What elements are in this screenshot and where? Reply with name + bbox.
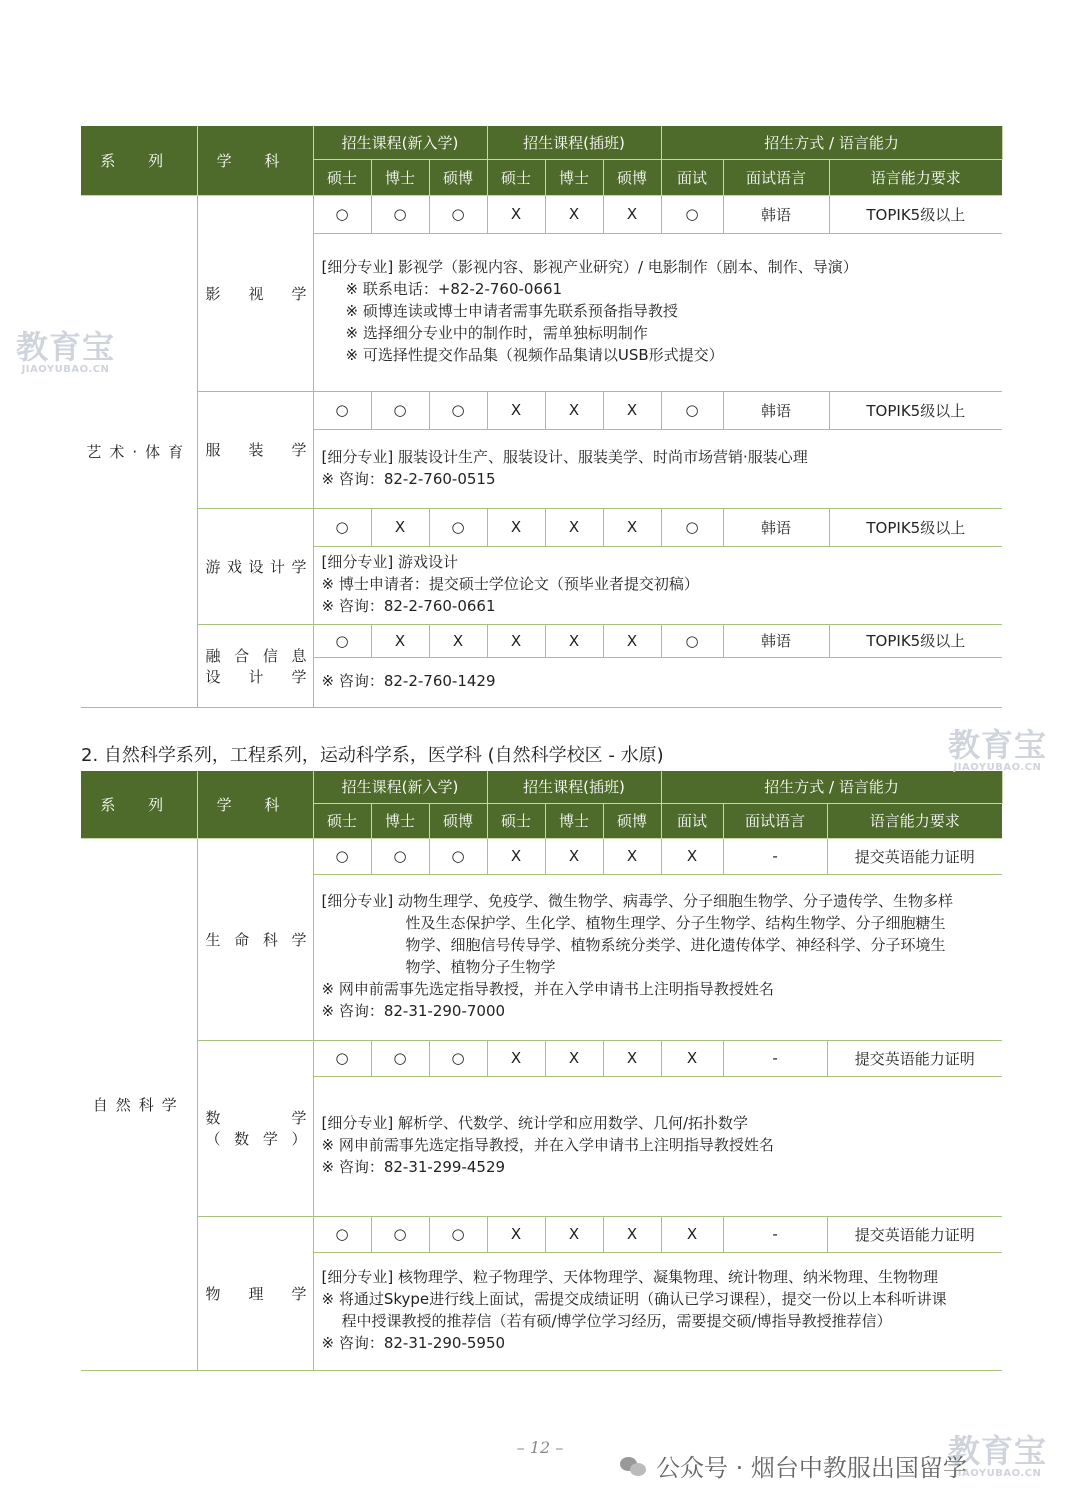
mark-cell: X: [487, 195, 545, 233]
header-col: 硕士: [487, 803, 545, 838]
mark-cell: X: [371, 624, 429, 657]
mark-cell: X: [487, 624, 545, 657]
subject-text: （ 数 学 ）: [205, 1130, 307, 1148]
detail-line: ※ 选择细分专业中的制作时，需单独标明制作: [345, 324, 648, 342]
header-group-transfer: 招生课程(插班): [487, 126, 661, 159]
table-row: [81, 195, 1002, 233]
detail-line: ※ 联系电话：+82-2-760-0661: [345, 280, 563, 298]
detail-line: [细分专业] 动物生理学、免疫学、微生物学、病毒学、分子细胞生物学、分子遗传学、生物多样: [321, 892, 953, 910]
watermark-logo: 教育宝 JIAOYUBAO.CN: [948, 1432, 1048, 1479]
header-col: 博士: [545, 159, 603, 195]
detail-cell: [313, 429, 1002, 508]
detail-line: ※ 咨询：82-2-760-1429: [321, 672, 496, 690]
detail-line: [细分专业] 解析学、代数学、统计学和应用数学、几何/拓扑数学: [321, 1114, 749, 1132]
subject-text: 融 合 信 息: [205, 646, 307, 665]
mark-cell: X: [545, 838, 603, 874]
detail-line: ※ 咨询：82-31-299-4529: [321, 1158, 506, 1176]
header-col: 硕博: [603, 803, 661, 838]
mark-cell: ○: [313, 391, 371, 429]
mark-cell: X: [429, 624, 487, 657]
mark-cell: ○: [429, 1040, 487, 1076]
table-row: [81, 508, 1002, 546]
header-col: 面试语言: [723, 159, 829, 195]
subject-label: [197, 838, 313, 1040]
mark-cell: ○: [661, 508, 723, 546]
detail-line: [细分专业] 影视学（影视内容、影视产业研究）/ 电影制作（剧本、制作、导演）: [321, 258, 858, 276]
mark-cell: X: [545, 195, 603, 233]
mark-cell: X: [603, 508, 661, 546]
mark-cell: X: [603, 838, 661, 874]
detail-line: ※ 可选择性提交作品集（视频作品集请以USB形式提交）: [345, 346, 724, 364]
header-col: 硕士: [487, 159, 545, 195]
mark-cell: ○: [371, 1216, 429, 1252]
mark-cell: ○: [371, 391, 429, 429]
mark-cell: ○: [313, 1216, 371, 1252]
header-col: 博士: [371, 803, 429, 838]
mark-cell: -: [723, 1040, 827, 1076]
wechat-icon: [620, 1455, 648, 1477]
subject-text: 物 理 学: [205, 1284, 307, 1303]
mark-cell: ○: [313, 508, 371, 546]
footer-text: 公众号 · 烟台中教服出国留学: [656, 1454, 967, 1482]
footer-account: [620, 1448, 967, 1483]
header-group-transfer: 招生课程(插班): [487, 771, 661, 803]
header-col: 面试: [661, 803, 723, 838]
subject-text: 数 学: [205, 1109, 307, 1127]
mark-cell: X: [371, 508, 429, 546]
mark-cell: -: [723, 838, 827, 874]
watermark-logo: 教育宝 JIAOYUBAO.CN: [948, 726, 1048, 773]
detail-cell: [313, 233, 1002, 391]
detail-cell: [313, 1076, 1002, 1216]
mark-cell: 提交英语能力证明: [827, 838, 1002, 874]
detail-line: ※ 咨询：82-2-760-0515: [321, 469, 496, 488]
mark-cell: X: [487, 391, 545, 429]
subject-text: 影 视 学: [205, 284, 307, 303]
detail-line: 性及生态保护学、生化学、植物生理学、分子生物学、结构生物学、分子细胞糖生: [405, 914, 946, 932]
mark-cell: ○: [313, 624, 371, 657]
mark-cell: X: [545, 1216, 603, 1252]
mark-cell: ○: [429, 838, 487, 874]
header-series: 系 列: [81, 771, 197, 838]
mark-cell: TOPIK5级以上: [829, 624, 1002, 657]
mark-cell: 提交英语能力证明: [827, 1216, 1002, 1252]
detail-line: [细分专业] 服装设计生产、服装设计、服装美学、时尚市场营销·服装心理: [321, 447, 808, 466]
mark-cell: X: [603, 391, 661, 429]
detail-line: ※ 咨询：82-2-760-0661: [321, 597, 496, 615]
mark-cell: X: [661, 1216, 723, 1252]
subject-label: [197, 1216, 313, 1370]
header-col: 硕博: [429, 159, 487, 195]
mark-cell: ○: [429, 508, 487, 546]
mark-cell: ○: [661, 391, 723, 429]
detail-cell: [313, 546, 1002, 624]
detail-line: ※ 网申前需事先选定指导教授，并在入学申请书上注明指导教授姓名: [321, 980, 774, 998]
mark-cell: X: [603, 195, 661, 233]
header-group-new: 招生课程(新入学): [313, 126, 487, 159]
mark-cell: TOPIK5级以上: [829, 391, 1002, 429]
mark-cell: X: [545, 624, 603, 657]
mark-cell: 韩语: [723, 391, 829, 429]
series-label: 艺术·体育: [81, 195, 197, 707]
subject-label: [197, 1040, 313, 1216]
watermark-logo: 教育宝 JIAOYUBAO.CN: [16, 328, 116, 375]
header-col: 面试: [661, 159, 723, 195]
mark-cell: X: [661, 1040, 723, 1076]
mark-cell: ○: [371, 1040, 429, 1076]
subject-text: 游 戏 设 计 学: [205, 557, 307, 576]
subject-label: [197, 391, 313, 508]
mark-cell: TOPIK5级以上: [829, 508, 1002, 546]
mark-cell: X: [487, 838, 545, 874]
admissions-table-science: [81, 771, 1003, 1371]
mark-cell: TOPIK5级以上: [829, 195, 1002, 233]
detail-line: ※ 咨询：82-31-290-7000: [321, 1002, 506, 1020]
header-group-method: 招生方式 / 语言能力: [661, 126, 1002, 159]
mark-cell: 韩语: [723, 195, 829, 233]
detail-line: [细分专业] 游戏设计: [321, 553, 458, 571]
header-subject: 学 科: [197, 771, 313, 838]
subject-label: [197, 195, 313, 391]
header-col: 硕博: [429, 803, 487, 838]
mark-cell: ○: [313, 1040, 371, 1076]
header-col: 语言能力要求: [827, 803, 1002, 838]
detail-line: ※ 博士申请者：提交硕士学位论文（预毕业者提交初稿）: [321, 575, 699, 593]
page-number: – 12 –: [516, 1438, 564, 1457]
detail-line: ※ 咨询：82-31-290-5950: [321, 1334, 506, 1352]
mark-cell: X: [661, 838, 723, 874]
detail-line: ※ 硕博连读或博士申请者需事先联系预备指导教授: [345, 302, 678, 320]
mark-cell: ○: [429, 1216, 487, 1252]
header-subject: 学 科: [197, 126, 313, 195]
header-col: 硕士: [313, 803, 371, 838]
admissions-table-arts: [81, 126, 1003, 708]
subject-label: [197, 508, 313, 624]
subject-text: 生 命 科 学: [205, 930, 307, 949]
header-col: 博士: [545, 803, 603, 838]
mark-cell: 提交英语能力证明: [827, 1040, 1002, 1076]
mark-cell: X: [603, 1040, 661, 1076]
header-col: 硕博: [603, 159, 661, 195]
mark-cell: ○: [313, 838, 371, 874]
subject-text: 设 计 学: [205, 667, 307, 686]
detail-line: 物学、植物分子生物学: [405, 958, 556, 976]
table-row: [81, 624, 1002, 657]
table-row: [81, 1216, 1002, 1252]
mark-cell: X: [603, 624, 661, 657]
mark-cell: -: [723, 1216, 827, 1252]
subject-label: [197, 624, 313, 707]
header-group-method: 招生方式 / 语言能力: [661, 771, 1002, 803]
detail-cell: [313, 1252, 1002, 1370]
detail-line: 物学、细胞信号传导学、植物系统分类学、进化遗传体学、神经科学、分子环境生: [405, 936, 946, 954]
header-col: 面试语言: [723, 803, 827, 838]
subject-text: 服 装 学: [205, 441, 307, 459]
mark-cell: ○: [313, 195, 371, 233]
header-col: 博士: [371, 159, 429, 195]
mark-cell: 韩语: [723, 624, 829, 657]
mark-cell: ○: [429, 195, 487, 233]
mark-cell: X: [545, 508, 603, 546]
header-group-new: 招生课程(新入学): [313, 771, 487, 803]
mark-cell: ○: [371, 838, 429, 874]
mark-cell: X: [545, 1040, 603, 1076]
mark-cell: X: [545, 391, 603, 429]
detail-line: 程中授课教授的推荐信（若有硕/博学位学习经历，需要提交硕/博指导教授推荐信）: [341, 1312, 892, 1330]
section-title: 2. 自然科学系列，工程系列，运动科学系，医学科 (自然科学校区 - 水原): [81, 745, 664, 766]
mark-cell: X: [487, 1216, 545, 1252]
mark-cell: 韩语: [723, 508, 829, 546]
detail-line: [细分专业] 核物理学、粒子物理学、天体物理学、凝集物理、统计物理、纳米物理、生物物理: [321, 1268, 938, 1286]
mark-cell: X: [487, 508, 545, 546]
mark-cell: ○: [371, 195, 429, 233]
detail-line: ※ 将通过Skype进行线上面试，需提交成绩证明（确认已学习课程），提交一份以上本科听讲课: [321, 1290, 947, 1308]
table-row: [81, 1040, 1002, 1076]
mark-cell: ○: [661, 195, 723, 233]
detail-cell: [313, 657, 1002, 707]
detail-line: ※ 网申前需事先选定指导教授，并在入学申请书上注明指导教授姓名: [321, 1136, 774, 1154]
table-row: [81, 838, 1002, 874]
series-label: 自然科学: [81, 838, 197, 1370]
header-col: 语言能力要求: [829, 159, 1002, 195]
table-row: [81, 391, 1002, 429]
mark-cell: X: [487, 1040, 545, 1076]
detail-cell: [313, 874, 1002, 1040]
mark-cell: ○: [661, 624, 723, 657]
header-col: 硕士: [313, 159, 371, 195]
mark-cell: ○: [429, 391, 487, 429]
mark-cell: X: [603, 1216, 661, 1252]
header-series: 系 列: [81, 126, 197, 195]
